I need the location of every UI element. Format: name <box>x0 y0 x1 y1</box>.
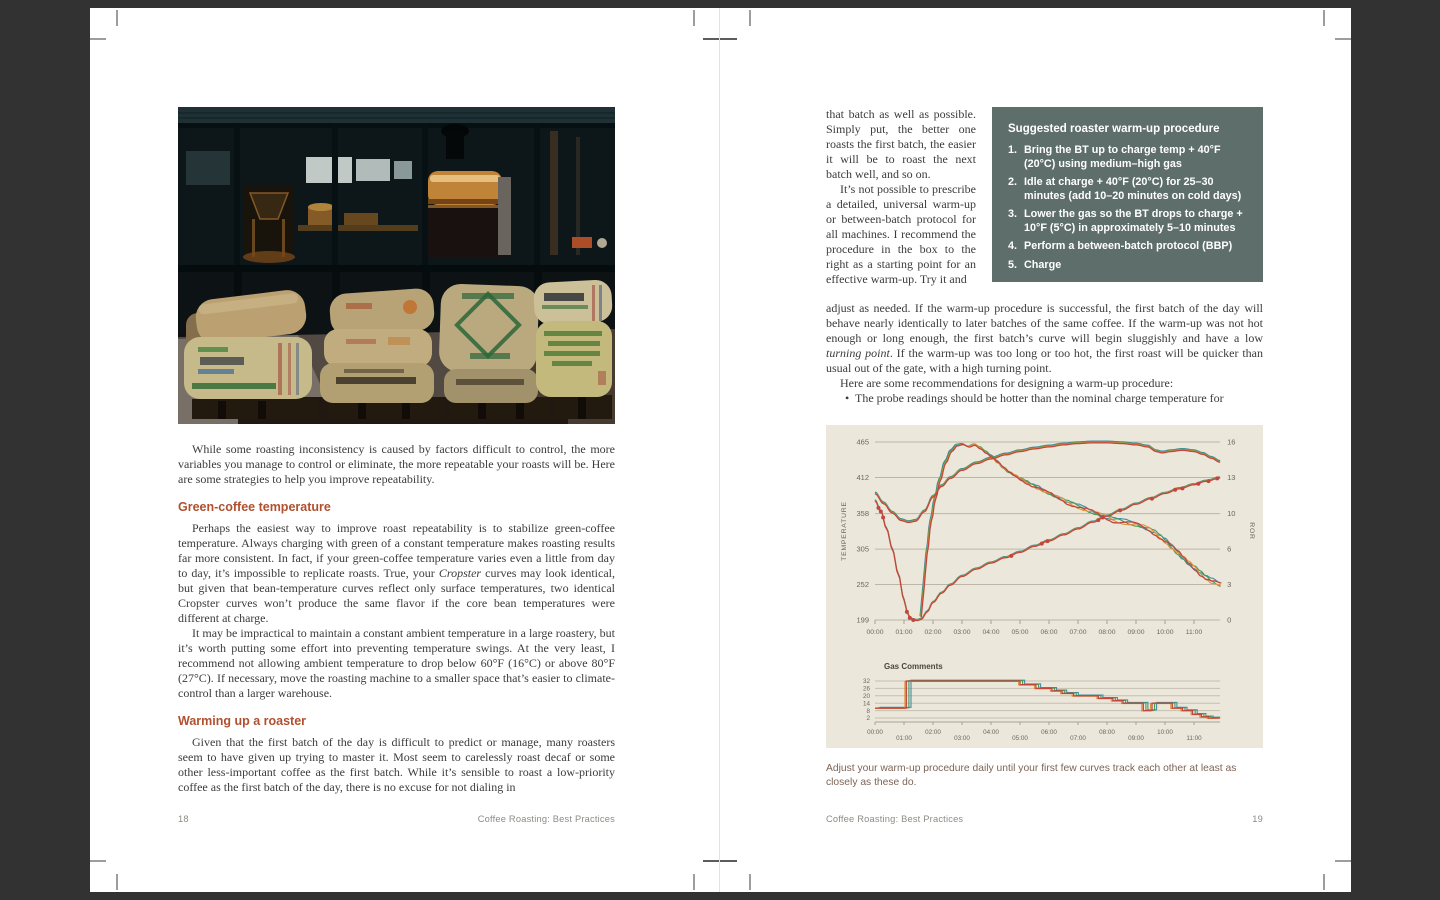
svg-text:14: 14 <box>862 700 870 708</box>
right-page-column-text <box>826 107 976 287</box>
svg-text:32: 32 <box>862 678 870 686</box>
paragraph: It’s not possible to prescribe a detailed, universal warm-up or between-batch protocol for all machines. I recommend the procedure in the box to the right as a starting point for an effective warm-up. Try it and <box>826 182 976 286</box>
crop-mark <box>693 874 695 890</box>
svg-text:05:00: 05:00 <box>1012 735 1028 742</box>
svg-text:358: 358 <box>856 509 869 519</box>
svg-text:10: 10 <box>1227 509 1236 519</box>
svg-text:465: 465 <box>856 437 869 447</box>
page-spine <box>719 8 720 892</box>
svg-text:09:00: 09:00 <box>1128 735 1144 742</box>
section-heading-green-coffee-temperature: Green-coffee temperature <box>178 500 331 514</box>
crop-mark-center <box>703 860 737 862</box>
roast-curves-chart <box>826 425 1263 748</box>
svg-text:13: 13 <box>1227 472 1236 482</box>
svg-text:3: 3 <box>1227 580 1232 590</box>
svg-text:02:00: 02:00 <box>925 729 941 736</box>
paragraph: Perhaps the easiest way to improve roast repeatability is to stabilize green-coffee temperature. Always charging with green of a constant temperature makes roasting results far more consistent. In fact, if your green-coffee temperature varies even a little from day to day, it’s impossible to replicate roasts. True, your Cropster curves may look identical, but given that bean-temperature curves reflect only surface temperatures, two identical Cropster curves won’t produce the same flavor if the core bean temperatures were different at charge. <box>178 521 615 625</box>
svg-text:ROR: ROR <box>1248 522 1255 540</box>
section-heading-warming-up-a-roaster: Warming up a roaster <box>178 714 307 728</box>
crop-mark <box>749 10 751 26</box>
running-title: Coffee Roasting: Best Practices <box>826 814 964 824</box>
right-page-full-text <box>826 301 1263 406</box>
figure-caption: Adjust your warm-up procedure daily until your first few curves track each other at least as closely as these do. <box>826 763 1237 788</box>
box-list-item: 1. Bring the BT up to charge temp + 40°F (20°C) using medium–high gas <box>1008 144 1221 170</box>
svg-text:07:00: 07:00 <box>1070 735 1086 742</box>
svg-text:08:00: 08:00 <box>1098 629 1116 636</box>
page-number: 18 <box>178 814 189 824</box>
paragraph: that batch as well as possible. Simply put, the better one roasts the first batch, the easier it will be to roast the next batch well, and so on. <box>826 107 976 181</box>
crop-mark <box>1323 874 1325 890</box>
svg-text:10:00: 10:00 <box>1156 629 1174 636</box>
svg-text:07:00: 07:00 <box>1069 629 1087 636</box>
paragraph: adjust as needed. If the warm-up procedure is successful, the first batch of the day will behave nearly identically to later batches of the same coffee. If the warm-up was not hot enough or long enough, the first batch’s curve will begin sluggishly and have a low turning point. If the warm-up was too long or too hot, the first roast will be quicker than usual out of the gate, with a high turning point. <box>826 301 1263 375</box>
svg-text:08:00: 08:00 <box>1099 729 1115 736</box>
svg-text:01:00: 01:00 <box>895 629 913 636</box>
svg-text:11:00: 11:00 <box>1185 629 1203 636</box>
svg-text:01:00: 01:00 <box>896 735 912 742</box>
svg-text:04:00: 04:00 <box>983 729 999 736</box>
bullet-text: The probe readings should be hotter than the nominal charge temperature for <box>855 391 1224 405</box>
svg-text:00:00: 00:00 <box>866 629 884 636</box>
book-spread <box>90 8 1351 892</box>
crop-mark <box>1323 10 1325 26</box>
crop-mark-center <box>703 38 737 40</box>
svg-text:305: 305 <box>856 544 869 554</box>
svg-text:02:00: 02:00 <box>924 629 942 636</box>
left-page-footer <box>178 814 615 824</box>
svg-text:03:00: 03:00 <box>953 629 971 636</box>
paragraph: While some roasting inconsistency is caused by factors difficult to control, the more variables you manage to control or eliminate, the more repeatable your roasts will be. Here are some strategies to help you improve repeatability. <box>178 442 615 486</box>
box-list-item: 3. Lower the gas so the BT drops to charge + 10°F (5°C) in approximately 5–10 minutes <box>1008 208 1243 234</box>
bullet-item <box>826 391 1263 406</box>
svg-text:04:00: 04:00 <box>982 629 1000 636</box>
warm-up-procedure-box <box>992 107 1263 282</box>
box-list-item: 4. Perform a between-batch protocol (BBP) <box>1008 240 1233 252</box>
svg-text:05:00: 05:00 <box>1011 629 1029 636</box>
svg-text:10:00: 10:00 <box>1157 729 1173 736</box>
box-list-item: 2. Idle at charge + 40°F (20°C) for 25–30 minutes (add 10–20 minutes on cold days) <box>1008 176 1242 202</box>
svg-text:00:00: 00:00 <box>867 729 883 736</box>
paragraph: It may be impractical to maintain a constant ambient temperature in a large roastery, but it’s worth putting some effort into preventing temperature swings. At the very least, I recommend not allowing ambient temperature to drop below 60°F (16°C) or above 80°F (27°C). If necessary, move the roasting machine to a smaller space that’s easier to climate-control than a larger warehouse. <box>178 626 615 700</box>
roast-curves-figure <box>826 425 1263 748</box>
svg-text:8: 8 <box>866 707 870 715</box>
svg-text:0: 0 <box>1227 615 1232 625</box>
bullet-glyph: • <box>845 391 850 405</box>
left-page-text <box>178 442 615 795</box>
crop-mark <box>1335 38 1351 40</box>
crop-mark <box>90 38 106 40</box>
crop-mark <box>1335 860 1351 862</box>
page-number: 19 <box>1252 814 1263 824</box>
svg-text:09:00: 09:00 <box>1127 629 1145 636</box>
crop-mark <box>749 874 751 890</box>
running-title: Coffee Roasting: Best Practices <box>477 814 615 824</box>
svg-text:252: 252 <box>856 580 869 590</box>
svg-text:26: 26 <box>862 685 870 693</box>
box-title: Suggested roaster warm-up procedure <box>1008 123 1220 135</box>
svg-text:03:00: 03:00 <box>954 735 970 742</box>
roastery-photo <box>178 107 615 424</box>
paragraph: Given that the first batch of the day is difficult to predict or manage, many roasters seem to have given up trying to master it. Most seem to carelessly roast decaf or some other less-important coffee as the first batch. While it’s sensible to roast a low-priority coffee as the first batch of the day, there is no excuse for not dialing in <box>178 735 615 794</box>
box-list-item: 5. Charge <box>1008 258 1062 271</box>
svg-text:Gas Comments: Gas Comments <box>884 662 943 671</box>
svg-text:6: 6 <box>1227 544 1232 554</box>
svg-text:11:00: 11:00 <box>1186 735 1202 742</box>
box-numbered-list <box>1008 144 1247 272</box>
right-page-footer <box>826 814 1263 824</box>
svg-text:16: 16 <box>1227 437 1236 447</box>
crop-mark <box>693 10 695 26</box>
svg-text:412: 412 <box>856 472 869 482</box>
crop-mark <box>90 860 106 862</box>
svg-text:TEMPERATURE: TEMPERATURE <box>841 501 848 561</box>
svg-text:06:00: 06:00 <box>1040 629 1058 636</box>
crop-mark <box>116 874 118 890</box>
svg-text:20: 20 <box>862 693 870 700</box>
svg-text:06:00: 06:00 <box>1041 729 1057 736</box>
svg-text:199: 199 <box>856 615 869 625</box>
paragraph: Here are some recommendations for designing a warm-up procedure: <box>840 376 1174 390</box>
crop-mark <box>116 10 118 26</box>
svg-text:2: 2 <box>866 715 870 723</box>
